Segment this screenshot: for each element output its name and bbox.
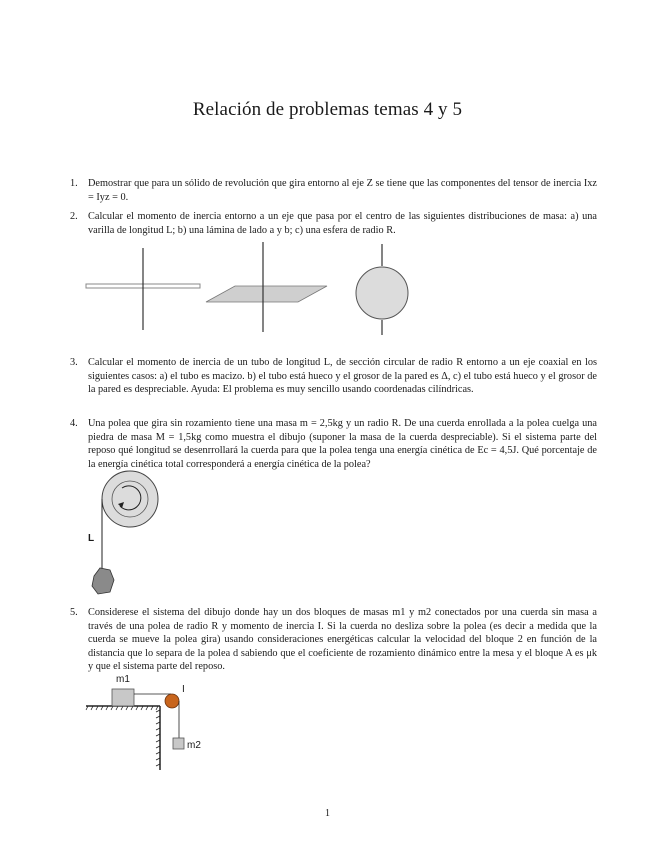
pulley-wheel [165, 694, 179, 708]
table-pulley-figure [84, 672, 214, 772]
inertia-shapes-figure [80, 240, 420, 335]
problem-1 [70, 177, 597, 204]
problem-text: Calcular el momento de inercia entorno a un eje que pasa por el centro de las siguientes distribuciones de masa: a) una varilla de longitud L; b) una lámina de lado a y b; c) una esfera de radio R. [88, 211, 597, 236]
problem-text: Calcular el momento de inercia de un tubo de longitud L, de sección circular de radio R entorno a un eje coaxial en los siguientes casos: a) el tubo es macizo. b) el tubo está hueco y el grosor de la pared es Δ, c) el tubo está hueco y el grosor de la pared es despreciable. Ayuda: El problema es muy sencillo usando coordenadas cilíndricas. [88, 357, 597, 396]
pulley-wheel [102, 471, 158, 527]
block-m1 [112, 689, 134, 706]
problem-text: Demostrar que para un sólido de revolución que gira entorno al eje Z se tiene que las componentes del tensor de inercia Ixz = Iyz = 0. [88, 178, 597, 203]
inertia-label: I [182, 684, 185, 695]
problem-number: 5. [70, 607, 78, 618]
stone-mass [92, 568, 114, 594]
problem-2 [70, 210, 597, 237]
problem-number: 3. [70, 357, 78, 368]
length-label: L [88, 533, 95, 544]
problem-text: Una polea que gira sin rozamiento tiene una masa m = 2,5kg y un radio R. De una cuerda enrollada a la polea cuelga una piedra de masa M = 1,5kg como muestra el dibujo (suponer la masa de la cuerda despreciable). Si el sistema parte del reposo qué longitud se desenrrollará la cuerda para que la polea tenga una energía cinética de Ec = 4,5J. Qué porcentaje de la energía cinética total corresponderá a energía cinética de la polea? [88, 418, 597, 470]
problem-4 [70, 417, 597, 471]
problem-5 [70, 606, 597, 674]
problem-number: 4. [70, 418, 78, 429]
page-number: 1 [325, 808, 330, 819]
mass2-label: m2 [187, 740, 201, 751]
block-m2 [173, 738, 184, 749]
sphere-figure [356, 244, 408, 335]
problem-number: 2. [70, 211, 78, 222]
rod-figure [86, 248, 200, 330]
plate-figure [206, 242, 327, 332]
mass1-label: m1 [116, 674, 130, 685]
problem-3 [70, 356, 597, 397]
problem-text: Considerese el sistema del dibujo donde hay un dos bloques de masas m1 y m2 conectados por una cuerda sin masa a través de una polea de radio R y momento de inercia I. Si la cuerda no desliza sobre la polea (es decir a medida que la cuerda se mueve la polea gira) usando consideraciones energéticas calcular la velocidad del bloque 2 en función de la distancia que lo separa de la polea d sabiendo que el coeficiente de rozamiento dinámico entre la mesa y el bloque A es μk y que el sistema parte del reposo. [88, 607, 597, 673]
problem-number: 1. [70, 178, 78, 189]
pulley-stone-figure [82, 468, 172, 598]
page-title: Relación de problemas temas 4 y 5 [192, 99, 463, 120]
